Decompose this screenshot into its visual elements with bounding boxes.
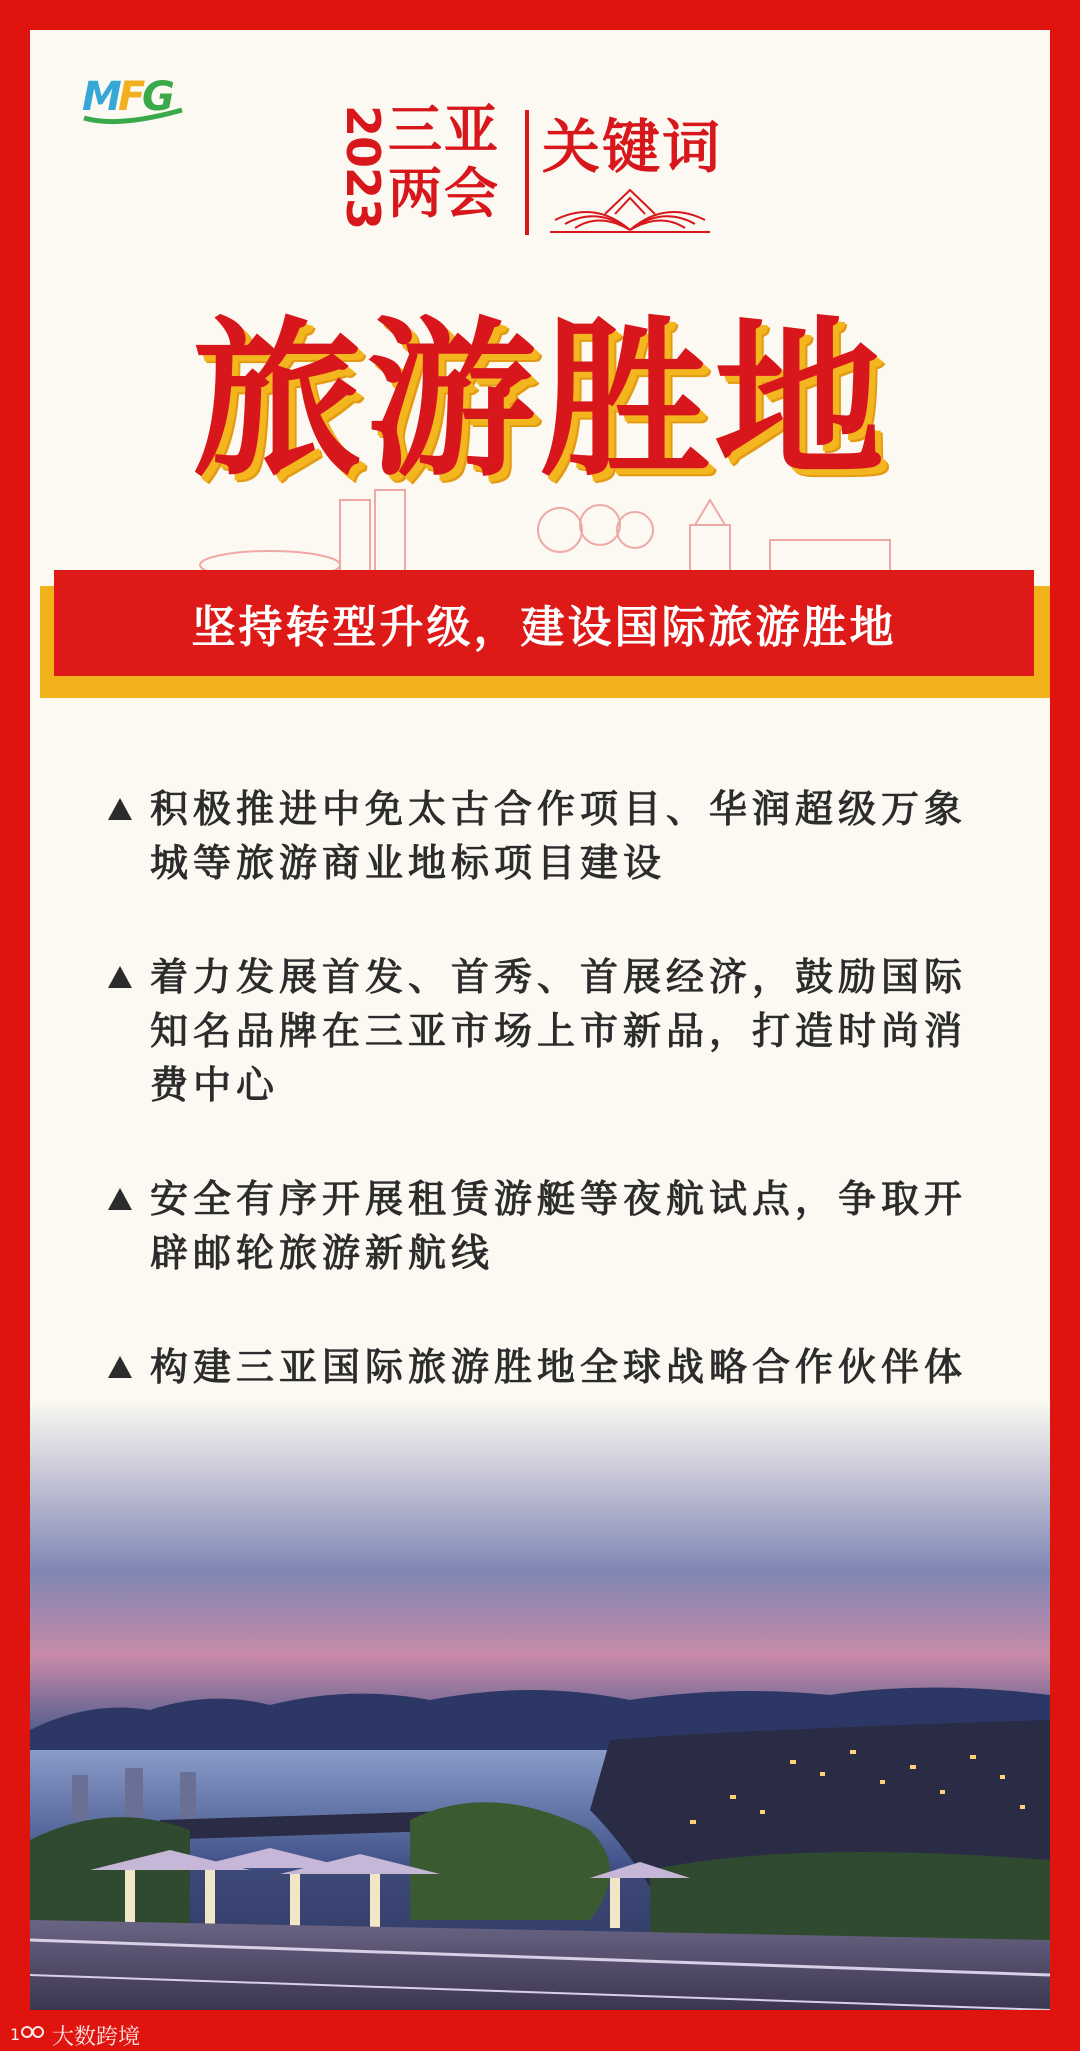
- open-book-icon: [545, 170, 715, 240]
- list-item: [108, 782, 1008, 890]
- watermark: [10, 2020, 140, 2051]
- list-item-text: 着力发展首发、首秀、首展经济，鼓励国际知名品牌在三亚市场上市新品，打造时尚消费中心: [150, 955, 968, 1107]
- event-line-1: 三亚: [388, 98, 500, 161]
- poster-panel: [30, 30, 1050, 2010]
- header-divider: [525, 110, 529, 235]
- mfg-logo: [78, 70, 188, 130]
- logo-100-icon: [10, 2022, 46, 2050]
- list-item: [108, 950, 1008, 1112]
- year-label: 2023: [336, 105, 390, 230]
- keyword-label: 关键词: [542, 113, 723, 181]
- page-title: 旅游胜地: [191, 300, 888, 500]
- event-name: [388, 98, 518, 226]
- sanya-night-photo: [30, 1400, 1050, 2010]
- svg-text:G: G: [142, 74, 175, 120]
- watermark-text: 大数跨境: [52, 2025, 141, 2050]
- list-item: [108, 1172, 1008, 1280]
- triangle-bullet-icon: [108, 966, 132, 988]
- triangle-bullet-icon: [108, 1356, 132, 1378]
- svg-text:1: 1: [10, 2024, 21, 2044]
- list-item-text: 安全有序开展租赁游艇等夜航试点，争取开辟邮轮旅游新航线: [150, 1177, 968, 1275]
- svg-text:F: F: [118, 74, 146, 120]
- list-item-text: 构建三亚国际旅游胜地全球战略合作伙伴体: [150, 1345, 968, 1389]
- event-line-2: 两会: [388, 162, 500, 225]
- svg-text:M: M: [82, 74, 122, 120]
- subtitle-banner: [54, 570, 1034, 676]
- list-item-text: 积极推进中免太古合作项目、华润超级万象城等旅游商业地标项目建设: [150, 787, 968, 885]
- triangle-bullet-icon: [108, 798, 132, 820]
- banner-text: 坚持转型升级，建设国际旅游胜地: [191, 602, 897, 653]
- triangle-bullet-icon: [108, 1188, 132, 1210]
